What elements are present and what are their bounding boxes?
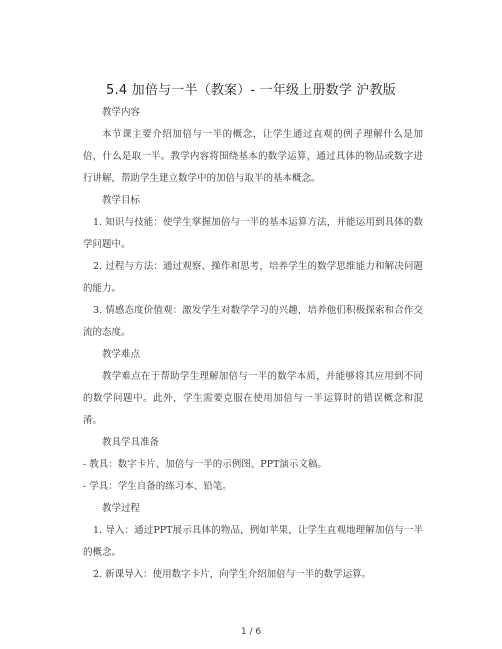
goal-item: 2. 过程与方法：通过观察、操作和思考，培养学生的数学思维能力和解决问题的能力。	[83, 261, 423, 294]
document-title: 5.4 加倍与一半（教案）- 一年级上册数学 沪教版	[106, 83, 396, 98]
section-heading-difficulty: 教学难点	[102, 349, 141, 360]
tool-item: - 学具：学生自备的练习本、铅笔。	[83, 481, 232, 492]
section-heading-content: 教学内容	[102, 107, 141, 118]
document-body	[83, 102, 423, 586]
process-item: 1. 导入：通过PPT展示具体的物品，例如苹果，让学生直观地理解加倍与一半的概念。	[83, 525, 423, 558]
section-heading-goals: 教学目标	[102, 195, 141, 206]
section-heading-tools: 教具学具准备	[102, 437, 160, 448]
goal-item: 1. 知识与技能：使学生掌握加倍与一半的基本运算方法，并能运用到具体的数学问题中。	[83, 217, 423, 250]
process-item: 2. 新课导入：使用数字卡片，向学生介绍加倍与一半的数学运算。	[93, 569, 372, 580]
section-text-content: 本节课主要介绍加倍与一半的概念，让学生通过直观的例子理解什么是加倍，什么是取一半。教学内容将围绕基本的数学运算，通过具体的物品或数字进行讲解，帮助学生建立数学中的加倍与取半的基本概念。	[83, 129, 423, 184]
section-heading-process: 教学过程	[102, 503, 141, 514]
section-text-difficulty: 教学难点在于帮助学生理解加倍与一半的数学本质，并能够将其应用到不同的数学问题中。此外，学生需要克服在使用加倍与一半运算时的错误概念和混淆。	[83, 371, 423, 426]
goal-item: 3. 情感态度价值观：激发学生对数学学习的兴趣，培养他们积极探索和合作交流的态度。	[83, 305, 423, 338]
page-number: 1 / 6	[240, 627, 262, 637]
tool-item: - 教具：数字卡片、加倍与一半的示例图、PPT演示文稿。	[83, 459, 327, 470]
